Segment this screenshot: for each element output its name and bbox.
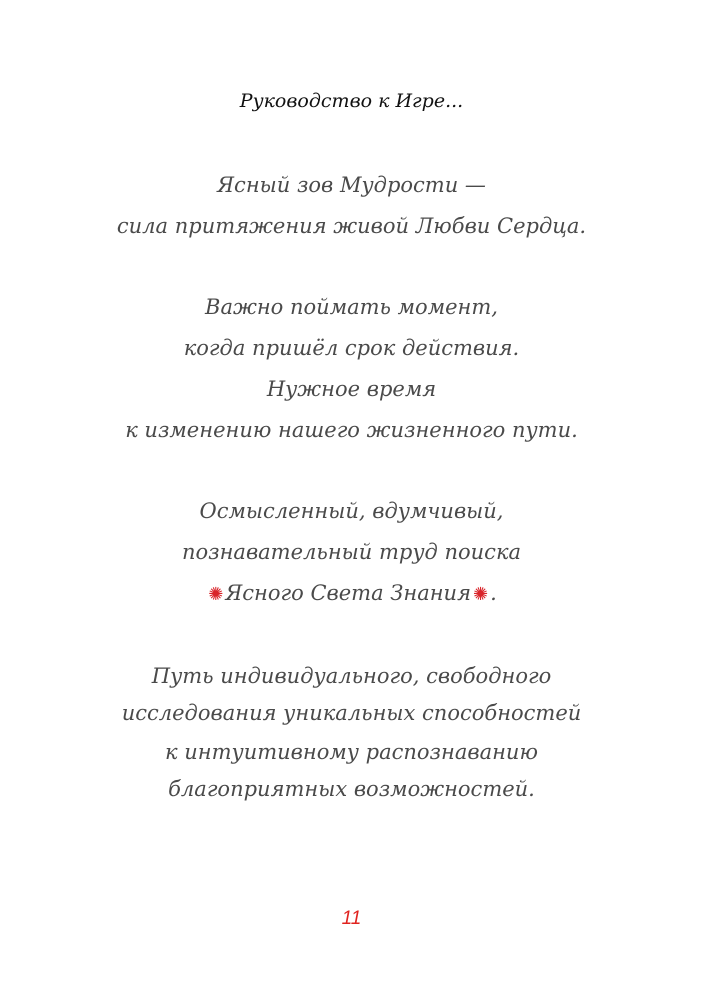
red-star-icon: ✺ xyxy=(472,584,489,605)
stanza3-line2: познавательный труд поиска xyxy=(181,540,522,564)
stanza2-line3: Нужное время xyxy=(266,377,437,401)
stanza4-line1: Путь индивидуального, свободного xyxy=(151,664,552,688)
stanza4-line4: благоприятных возможностей. xyxy=(168,777,535,801)
stanza1-line2: сила притяжения живой Любви Сердца. xyxy=(116,214,587,238)
stanza3-line3 xyxy=(0,580,703,608)
stanza2-line1: Важно поймать момент, xyxy=(205,295,498,319)
stanza3-line3-end: . xyxy=(490,581,497,605)
stanza1-line1: Ясный зов Мудрости — xyxy=(217,173,486,197)
stanza3-line3-text: Ясного Света Знания xyxy=(225,581,471,605)
stanza2-line4: к изменению нашего жизненного пути. xyxy=(125,418,578,442)
red-star-icon: ✺ xyxy=(208,584,224,605)
page-number: 11 xyxy=(341,908,362,929)
page-title: Руководство к Игре... xyxy=(239,90,464,112)
stanza2-line2: когда пришёл срок действия. xyxy=(183,336,520,360)
stanza3-line1: Осмысленный, вдумчивый, xyxy=(199,499,504,523)
stanza4-line3: к интуитивному распознаванию xyxy=(165,740,538,764)
stanza4-line2: исследования уникальных способностей xyxy=(121,701,582,725)
